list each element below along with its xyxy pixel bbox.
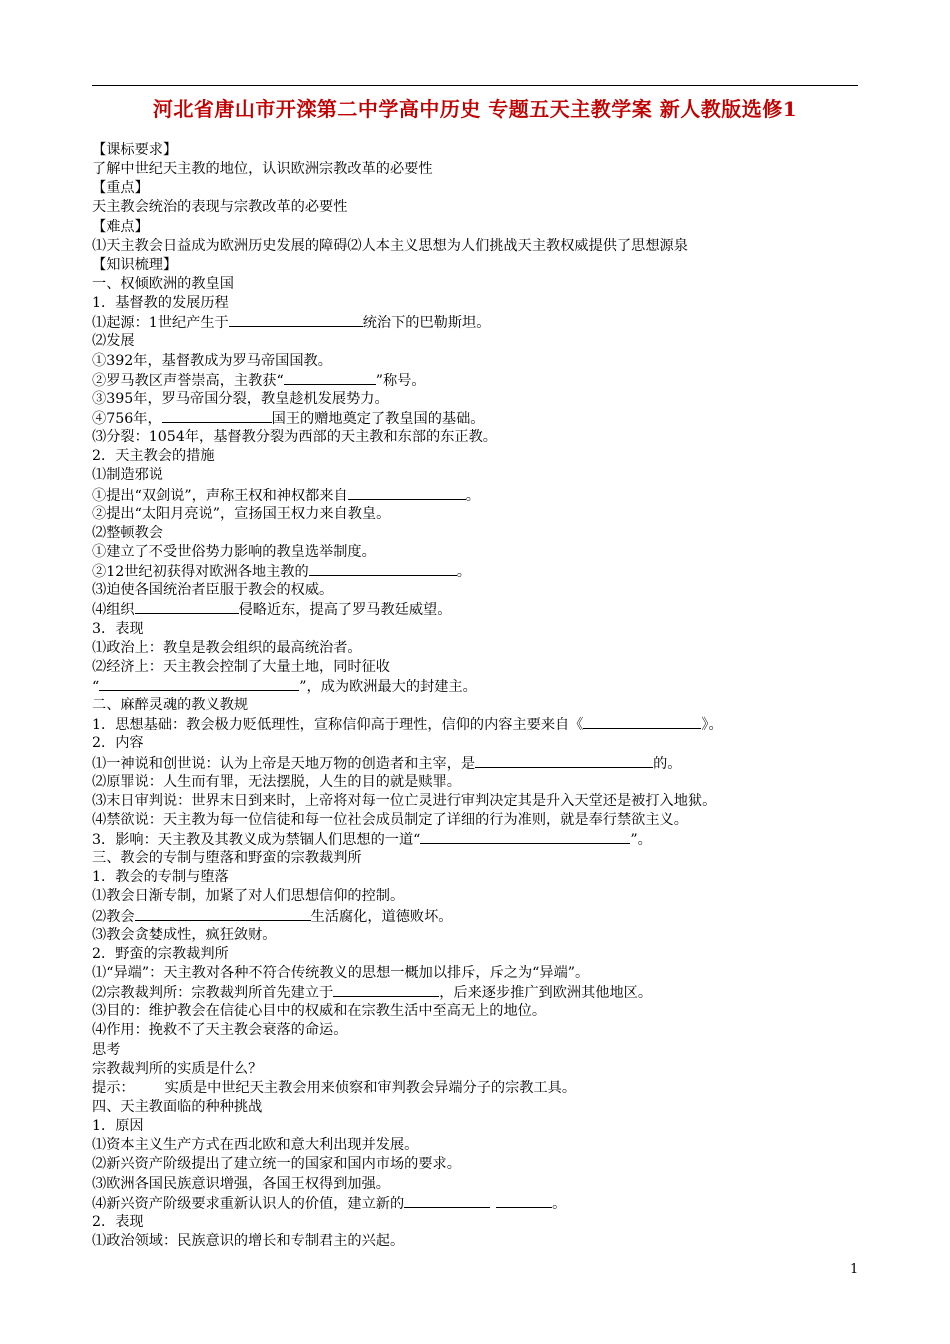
text-line: ⑴起源：1世纪产生于 统治下的巴勒斯坦。 bbox=[92, 315, 491, 332]
fill-in-blank[interactable] bbox=[583, 715, 701, 729]
text-line: “ ”，成为欧洲最大的封建主。 bbox=[92, 678, 477, 695]
text-line: 三、教会的专制与堕落和野蛮的宗教裁判所 bbox=[92, 850, 362, 867]
text-line: ⑵发展 bbox=[92, 333, 135, 350]
text-line: ⑵宗教裁判所：宗教裁判所首先建立于 ，后来逐步推广到欧洲其他地区。 bbox=[92, 985, 653, 1002]
document-title: 河北省唐山市开滦第二中学高中历史 专题五天主教学案 新人教版选修1 bbox=[152, 97, 798, 121]
text-line: 四、天主教面临的种种挑战 bbox=[92, 1099, 263, 1116]
fill-in-blank[interactable] bbox=[135, 907, 311, 921]
text-line: 【知识梳理】 bbox=[92, 256, 178, 273]
text-line: ②罗马教区声誉崇高，主教获“ ”称号。 bbox=[92, 372, 426, 389]
text-line: 宗教裁判所的实质是什么？ bbox=[92, 1060, 263, 1077]
text-line: 了解中世纪天主教的地位，认识欧洲宗教改革的必要性 bbox=[92, 161, 433, 178]
fill-in-blank[interactable] bbox=[284, 371, 376, 385]
text-line: ⑴天主教会日益成为欧洲历史发展的障碍⑵人本主义思想为人们挑战天主教权威提供了思想源泉 bbox=[92, 237, 688, 254]
text-line: ⑶分裂：1054年，基督教分裂为西部的天主教和东部的东正教。 bbox=[92, 429, 497, 446]
text-line: 二、麻醉灵魂的教义教规 bbox=[92, 697, 249, 714]
text-line: 1．基督教的发展历程 bbox=[92, 295, 229, 312]
text-line: ①建立了不受世俗势力影响的教皇选举制度。 bbox=[92, 543, 376, 560]
fill-in-blank[interactable] bbox=[348, 486, 466, 500]
text-line: ②提出“太阳月亮说”，宣扬国王权力来自教皇。 bbox=[92, 505, 391, 522]
text-line: ⑷作用：挽救不了天主教会衰落的命运。 bbox=[92, 1022, 348, 1039]
fill-in-blank[interactable] bbox=[135, 600, 239, 614]
fill-in-blank[interactable] bbox=[420, 830, 630, 844]
text-line: ⑷禁欲说：天主教为每一位信徒和每一位社会成员制定了详细的行为准则，就是奉行禁欲主义。 bbox=[92, 811, 688, 828]
text-line: ⑴一神说和创世说：认为上帝是天地万物的创造者和主宰，是 的。 bbox=[92, 755, 682, 772]
text-line: ⑴教会日渐专制，加紧了对人们思想信仰的控制。 bbox=[92, 888, 405, 905]
text-line: ⑴政治领域：民族意识的增长和专制君主的兴起。 bbox=[92, 1233, 405, 1250]
text-line: 1．思想基础：教会极力贬低理性，宣称信仰高于理性，信仰的内容主要来自《 》。 bbox=[92, 717, 723, 734]
text-line: ⑵原罪说：人生而有罪，无法摆脱，人生的目的就是赎罪。 bbox=[92, 773, 461, 790]
fill-in-blank[interactable] bbox=[475, 754, 653, 768]
text-line: 2．表现 bbox=[92, 1213, 144, 1230]
text-line: 天主教会统治的表现与宗教改革的必要性 bbox=[92, 199, 348, 216]
text-line: 【重点】 bbox=[92, 180, 149, 197]
text-line: ①392年，基督教成为罗马帝国国教。 bbox=[92, 352, 332, 369]
text-line: 2．天主教会的措施 bbox=[92, 448, 215, 465]
text-line: 3．影响：天主教及其教义成为禁锢人们思想的一道“ ”。 bbox=[92, 832, 652, 849]
fill-in-blank[interactable] bbox=[162, 409, 272, 423]
fill-in-blank[interactable] bbox=[496, 1194, 552, 1208]
text-line: ⑶目的：维护教会在信徒心目中的权威和在宗教生活中至高无上的地位。 bbox=[92, 1003, 547, 1020]
fill-in-blank[interactable] bbox=[333, 983, 439, 997]
text-line: ③395年，罗马帝国分裂，教皇趁机发展势力。 bbox=[92, 390, 389, 407]
text-line: ⑶欧洲各国民族意识增强，各国王权得到加强。 bbox=[92, 1175, 390, 1192]
fill-in-blank[interactable] bbox=[404, 1194, 490, 1208]
text-line: 一、权倾欧洲的教皇国 bbox=[92, 275, 234, 292]
fill-in-blank[interactable] bbox=[309, 562, 457, 576]
text-line: ⑷新兴资产阶级要求重新认识人的价值，建立新的 。 bbox=[92, 1195, 567, 1212]
text-line: ②12世纪初获得对欧洲各地主教的 。 bbox=[92, 564, 471, 581]
text-line: ⑴“异端”：天主教对各种不符合传统教义的思想一概加以排斥，斥之为“异端”。 bbox=[92, 965, 590, 982]
text-line: ④756年， 国王的赠地奠定了教皇国的基础。 bbox=[92, 410, 485, 427]
text-line: ⑶迫使各国统治者臣服于教会的权威。 bbox=[92, 582, 334, 599]
fill-in-blank[interactable] bbox=[99, 677, 299, 691]
page-number: 1 bbox=[850, 1262, 859, 1277]
text-line: 1．原因 bbox=[92, 1118, 144, 1135]
text-line: 思考 bbox=[92, 1041, 121, 1058]
text-line: ⑴资本主义生产方式在西北欧和意大利出现并发展。 bbox=[92, 1137, 419, 1154]
text-line: 【难点】 bbox=[92, 218, 149, 235]
text-line: ⑵整顿教会 bbox=[92, 524, 163, 541]
text-line: ⑵经济上：天主教会控制了大量土地，同时征收 bbox=[92, 658, 390, 675]
text-line: ⑶教会贪婪成性，疯狂敛财。 bbox=[92, 926, 277, 943]
text-line: ⑴政治上：教皇是教会组织的最高统治者。 bbox=[92, 639, 362, 656]
text-line: ⑵新兴资产阶级提出了建立统一的国家和国内市场的要求。 bbox=[92, 1156, 461, 1173]
text-line: 【课标要求】 bbox=[92, 142, 178, 158]
text-line: ⑵教会 生活腐化，道德败坏。 bbox=[92, 908, 453, 925]
text-line: ①提出“双剑说”，声称王权和神权都来自 。 bbox=[92, 487, 480, 504]
text-line: ⑶末日审判说：世界末日到来时，上帝将对每一位亡灵进行审判决定其是升入天堂还是被打入地狱。 bbox=[92, 792, 717, 809]
top-rule bbox=[92, 85, 858, 86]
text-line: 1．教会的专制与堕落 bbox=[92, 869, 229, 886]
text-line: ⑴制造邪说 bbox=[92, 467, 163, 484]
text-line: 2．内容 bbox=[92, 735, 144, 752]
text-line: ⑷组织 侵略近东，提高了罗马教廷威望。 bbox=[92, 602, 452, 619]
text-line: 2．野蛮的宗教裁判所 bbox=[92, 945, 229, 962]
text-line: 提示： 实质是中世纪天主教会用来侦察和审判教会异端分子的宗教工具。 bbox=[92, 1079, 577, 1096]
text-line: 3．表现 bbox=[92, 620, 144, 637]
fill-in-blank[interactable] bbox=[229, 313, 363, 327]
document-body bbox=[92, 141, 862, 1251]
